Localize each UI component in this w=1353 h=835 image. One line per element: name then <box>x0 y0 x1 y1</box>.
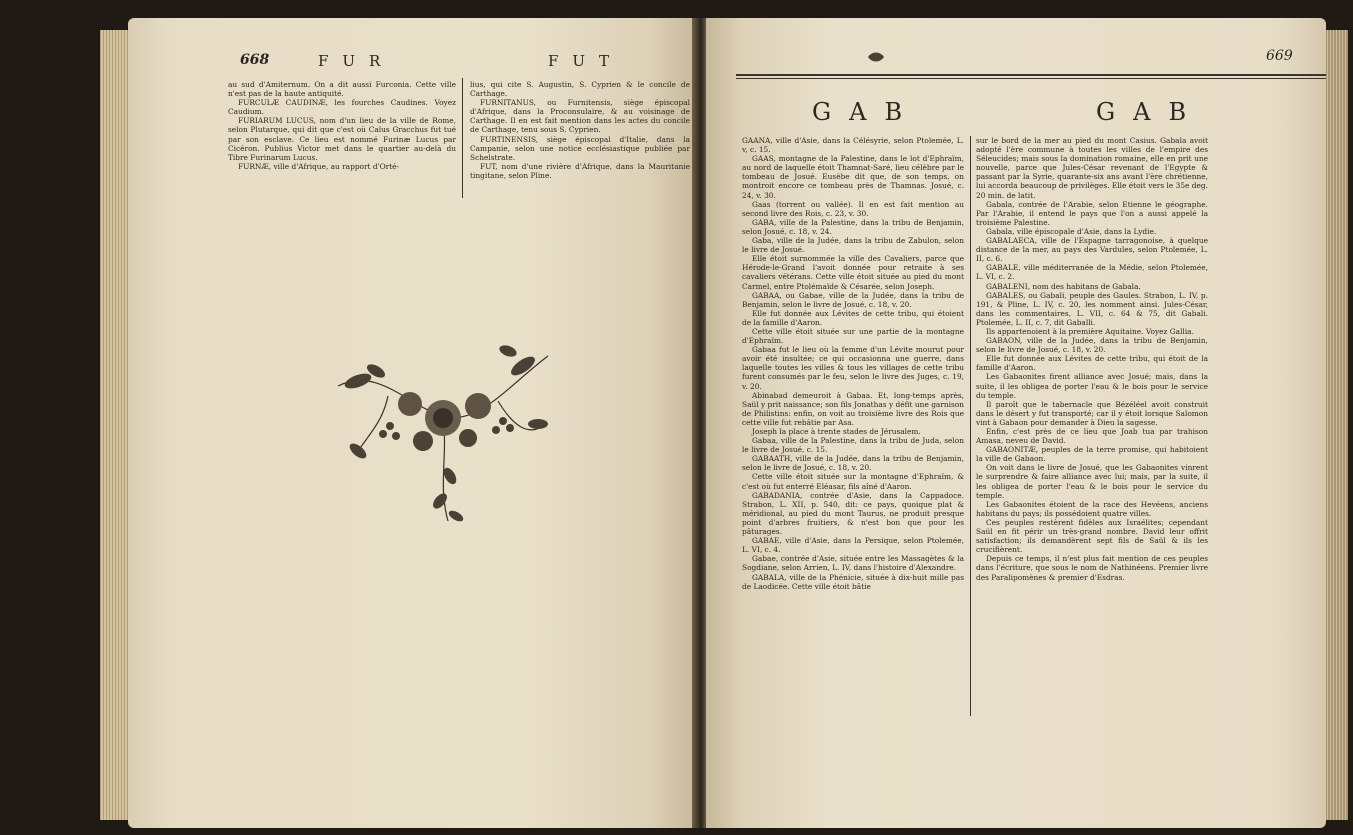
entry-text: GABALES, ou Gabali, peuple des Gaules. Strabon, L. IV, p. 191, & Pline, L. IV, c. 20, les nomment ainsi. Jules-César, dans les commentaires, L. VII, c. 64 & 75, dit Gabali. Ptolemée, L. II, c. 7, dit Gaballi. <box>976 290 1208 327</box>
entry-text: Abinabad demeuroit à Gabaa. Et, long-temps après, Saül y prit naissance; son fils Jonathas y défit une garnison de Philistins: enfin, on voit au troisième livre des Rois que cette ville fut rebâtie par Asa. <box>742 390 964 427</box>
entry-text: GABALENI, nom des habitans de Gabala. <box>986 281 1141 291</box>
entry-text: GABALE, ville méditerranée de la Médie, selon Ptolemée, L. VI, c. 2. <box>976 263 1208 282</box>
entry-text: lius, qui cite S. Augustin, S. Cyprien & le concile de Carthage. <box>470 80 690 99</box>
title-gab-right: GAB <box>1096 98 1205 126</box>
entry-text: Ils appartenoient à la première Aquitaine. Voyez Gallia. <box>986 326 1194 336</box>
right-column-1 <box>742 136 964 591</box>
entry-text: GABAON, ville de la Judée, dans la tribu de Benjamin, selon le livre de Josué, c. 18, v. 20. <box>976 336 1208 355</box>
header-rule-top <box>736 74 1326 76</box>
entry-text: FURCULÆ CAUDINÆ, les fourches Caudines. Voyez Caudium. <box>228 98 456 117</box>
entry-text: Les Gabaonites firent alliance avec Josué; mais, dans la suite, il les obligea de porter l'eau & le bois pour le service du temple. <box>976 372 1208 400</box>
page-number-left: 668 <box>240 52 270 68</box>
entry-text: Il paroît que le tabernacle que Bézéléel avoit construit dans le désert y fut transporté; car il y étoit lorsque Salomon vint à Gabaon pour demander à Dieu la sagesse. <box>976 399 1208 427</box>
running-head-fut: FUT <box>548 52 624 70</box>
header-fleuron-icon <box>866 50 886 64</box>
entry-text: GAANA, ville d'Asie, dans la Célésyrie, selon Ptolemée, L. v, c. 15. <box>742 136 964 155</box>
entry-text: Gabae, contrée d'Asie, située entre les Massagètes & la Sogdiane, selon Arrien, L. IV, dans l'histoire d'Alexandre. <box>742 554 964 573</box>
entry-text: Gabaa fut le lieu où la femme d'un Lévite mourut pour avoir été insultée; ce qui occasionna une guerre, dans laquelle toutes les villes & tous les villages de cette tribu furent consumés par le feu, selon le livre des Juges, c. 19, v. 20. <box>742 345 964 391</box>
column-divider-right <box>970 136 971 716</box>
entry-text: FURIARUM LUCUS, nom d'un lieu de la ville de Rome, selon Plutarque, qui dit que c'est où Caïus Gracchus fut tué par son esclave. Ce lieu est nommé Furinæ Lucus par Cicéron. Publius Victor met dans le quartier au-delà du Tibre Furinarum Lucus. <box>228 116 456 162</box>
entry-text: GABAONITÆ, peuples de la terre promise, qui habitoient la ville de Gabaon. <box>976 445 1208 464</box>
right-page <box>706 18 1326 828</box>
page-number-right: 669 <box>1266 48 1293 64</box>
entry-text: GAAS, montagne de la Palestine, dans le lot d'Ephraïm, au nord de laquelle étoit Thamnat-Saré, lieu célèbre par le tombeau de Josué. Eusèbe dit que, de son temps, on montroit encore ce tombeau près de Thamnas. Josué, c. 24, v. 30. <box>742 154 964 200</box>
entry-text: Gaas (torrent ou vallée). Il en est fait mention au second livre des Rois, c. 23, v. 30. <box>742 199 964 218</box>
entry-text: sur le bord de la mer au pied du mont Casius. Gabala avoit adopté l'ère commune à toutes les villes de l'empire des Séleucides; mais sous la domination romaine, elle en prit une nouvelle, parce que Jules-César revenant de l'Egypte & passant par la Syrie, quarante-six ans avant l'ère chrétienne, lui accorda beaucoup de privilèges. Elle étoit vers le 35e deg. 20 min. de latit. <box>976 136 1208 200</box>
entry-text: Gabaa, ville de la Palestine, dans la tribu de Juda, selon le livre de Josué, c. 15. <box>742 436 964 455</box>
entry-text: On voit dans le livre de Josué, que les Gabaonites vinrent le surprendre & faire alliance avec lui; mais, par la suite, il les obligea de porter l'eau & le bois pour le service du temple. <box>976 463 1208 500</box>
title-gab-left: GAB <box>812 98 921 126</box>
entry-text: au sud d'Amiternum. On a dit aussi Furconia. Cette ville n'est pas de la haute antiquité. <box>228 80 456 99</box>
column-divider <box>462 78 463 198</box>
entry-text: Depuis ce temps, il n'est plus fait mention de ces peuples dans l'écriture, que sous le nom de Nathinéens. Premier livre des Paralipomènes & premier d'Esdras. <box>976 554 1208 582</box>
floral-ornament <box>328 326 558 526</box>
header-rule-bottom <box>736 78 1326 79</box>
entry-text: GABAA, ou Gabae, ville de la Judée, dans la tribu de Benjamin, selon le livre de Josué, c. 18, v. 20. <box>742 290 964 309</box>
left-column-1 <box>228 80 456 171</box>
entry-text: GABAE, ville d'Asie, dans la Persique, selon Ptolemée, L. VI, c. 4. <box>742 536 964 555</box>
right-column-2 <box>976 136 1208 582</box>
entry-text: Gaba, ville de la Judée, dans la tribu de Zabulon, selon le livre de Josué. <box>742 236 964 255</box>
entry-text: Joseph la place à trente stades de Jérusalem. <box>752 427 921 436</box>
entry-text: FURNITANUS, ou Furnitensis, siège épiscopal d'Afrique, dans la Proconsulaire, & au voisinage de Carthage. Il en est fait mention dans les actes du concile de Carthage, tenu sous S. Cyprien. <box>470 98 690 135</box>
page-edges-right <box>1324 30 1348 820</box>
entry-text: Gabala, ville épiscopale d'Asie, dans la Lydie. <box>986 226 1157 236</box>
left-column-2 <box>470 80 690 180</box>
entry-text: GABADANIA, contrée d'Asie, dans la Cappadoce. Strabon, L. XII, p. 540, dit: ce pays, quoique plat & méridional, au pied du mont Taurus, ne produit presque point d'arbres fruitiers, & n'est bon que pour les pâturages. <box>742 490 964 537</box>
entry-text: GABALA, ville de la Phénicie, située à dix-huit mille pas de Laodicée. Cette ville étoit bâtie <box>742 572 964 591</box>
entry-text: FURNÆ, ville d'Afrique, au rapport d'Orté- <box>238 161 400 171</box>
entry-text: Cette ville étoit située sur la montagne d'Ephraïm, & c'est où fut enterré Eléasar, fils aîné d'Aaron. <box>742 472 964 491</box>
entry-text: Ces peuples restèrent fidèles aux Israélites; cependant Saül en fit périr un très-grand nombre. David leur offrit satisfaction; ils demandèrent sept fils de Saül & ils les crucifièrent. <box>976 517 1208 555</box>
entry-text: Elle étoit surnommée la ville des Cavaliers, parce que Hérode-le-Grand l'avoit donnée pour retraite à ses cavaliers vétérans. Cette ville étoit située au pied du mont Carmel, entre Ptolémaïde & Césarée, selon Joseph. <box>742 254 964 291</box>
running-head-fur: FUR <box>318 52 395 70</box>
entry-text: Elle fut donnée aux Lévites de cette tribu, qui étoient de la famille d'Aaron. <box>742 308 964 327</box>
entry-text: Cette ville étoit située sur une partie de la montagne d'Ephraïm. <box>742 326 964 346</box>
entry-text: GABAATH, ville de la Judée, dans la tribu de Benjamin, selon le livre de Josué, c. 18, v. 20. <box>742 454 964 473</box>
entry-text: Gabala, contrée de l'Arabie, selon Etienne le géographe. Par l'Arabie, il entend le pays que l'on a aussi appelé la troisième Palestine. <box>976 199 1208 227</box>
entry-text: Elle fut donnée aux Lévites de cette tribu, qui étoit de la famille d'Aaron. <box>976 354 1208 373</box>
entry-text: Les Gabaonites étoient de la race des Hevéens, anciens habitans du pays; ils possédoient quatre villes. <box>976 499 1208 518</box>
entry-text: GABA, ville de la Palestine, dans la tribu de Benjamin, selon Josué, c. 18, v. 24. <box>742 217 964 236</box>
left-page <box>128 18 694 828</box>
entry-text: Enfin, c'est près de ce lieu que Joab tua par trahison Amasa, neveu de David. <box>976 427 1208 446</box>
entry-text: FURTINENSIS, siège épiscopal d'Italie, dans la Campanie, selon une notice ecclésiastique publiée par Schelstrate. <box>470 134 690 162</box>
page-edges-left <box>100 30 130 820</box>
entry-text: FUT, nom d'une rivière d'Afrique, dans la Mauritanie tingitane, selon Pline. <box>470 161 690 180</box>
entry-text: GABALAECA, ville de l'Espagne tarragonoise, à quelque distance de la mer, au pays des Vardules, selon Ptolemée, L. II, c. 6. <box>976 236 1208 264</box>
